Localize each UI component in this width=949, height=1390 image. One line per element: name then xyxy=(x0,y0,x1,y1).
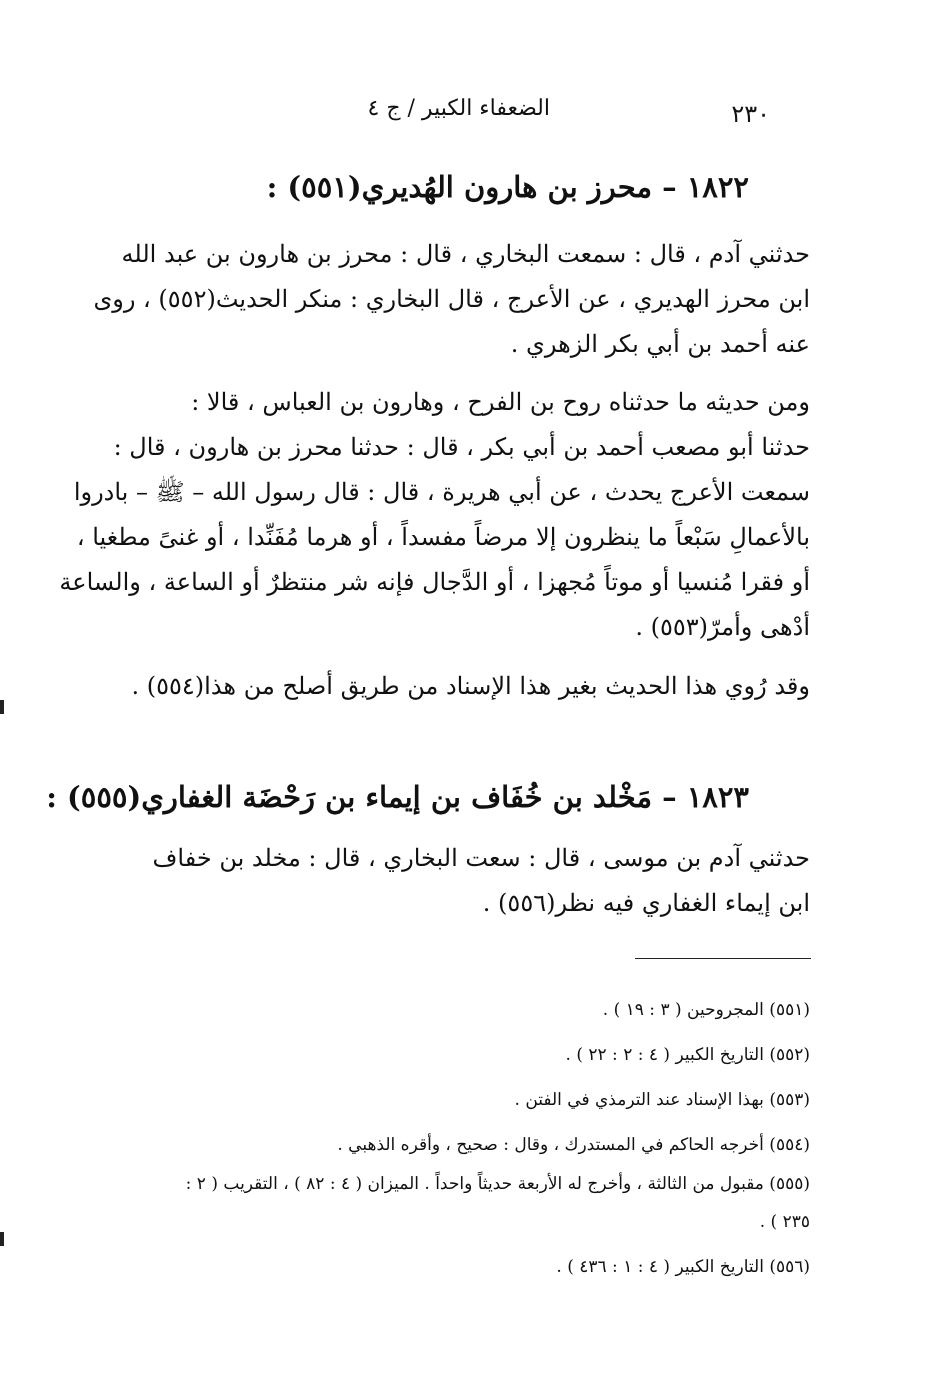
text-line: أو فقرا مُنسيا أو موتاً مُجهزا ، أو الدَّجال فإنه شر منتظرٌ أو الساعة ، والساعة xyxy=(59,568,810,596)
entry-1822-paragraph-3 xyxy=(118,664,810,709)
text-line: سمعت الأعرج يحدث ، عن أبي هريرة ، قال : قال رسول الله – ﷺ – بادروا xyxy=(73,478,810,506)
running-title: الضعفاء الكبير / ج ٤ xyxy=(367,96,550,121)
text-line: حدثني آدم ، قال : سمعت البخاري ، قال : محرز بن هارون بن عبد الله xyxy=(121,240,810,268)
text-line: ومن حديثه ما حدثناه روح بن الفرح ، وهارون بن العباس ، قالا : xyxy=(191,388,810,416)
footnote-555: (٥٥٥) مقبول من الثالثة ، وأخرج له الأربعة حديثاً واحداً . الميزان ( ٤ : ٨٢ ) ، التقريب ( ٢ : xyxy=(185,1174,810,1194)
footnote-551: (٥٥١) المجروحين ( ٣ : ١٩ ) . xyxy=(602,1000,810,1020)
entry-title-1823: ١٨٢٣ – مَخْلد بن خُفَاف بن إيماء بن رَحْضَة الغفاري(٥٥٥) : xyxy=(46,780,749,814)
footnote-556: (٥٥٦) التاريخ الكبير ( ٤ : ١ : ٤٣٦ ) . xyxy=(556,1257,810,1277)
scan-margin-mark xyxy=(0,700,4,714)
entry-1822-paragraph-1 xyxy=(93,232,810,367)
text-line: وقد رُوي هذا الحديث بغير هذا الإسناد من طريق أصلح من هذا(٥٥٤) . xyxy=(131,672,810,700)
footnotes xyxy=(118,988,810,1290)
footnote-555-continued: ٢٣٥ ) . xyxy=(759,1212,810,1232)
scan-margin-mark xyxy=(0,1232,4,1246)
text-line: ابن إيماء الغفاري فيه نظر(٥٥٦) . xyxy=(482,889,810,917)
entry-1823-paragraph-1 xyxy=(118,836,810,926)
text-line: حدثنا أبو مصعب أحمد بن أبي بكر ، قال : حدثنا محرز بن هارون ، قال : xyxy=(113,433,810,461)
entry-1822-paragraph-2 xyxy=(59,380,810,650)
footnote-552: (٥٥٢) التاريخ الكبير ( ٤ : ٢ : ٢٢ ) . xyxy=(565,1045,810,1065)
footnote-separator xyxy=(635,958,811,959)
page-number: ٢٣٠ xyxy=(731,100,770,128)
text-line: بالأعمالِ سَبْعاً ما ينظرون إلا مرضاً مفسداً ، أو هرما مُفَنِّدا ، أو غنىً مطغيا ، xyxy=(76,523,810,551)
text-line: ابن محرز الهديري ، عن الأعرج ، قال البخاري : منكر الحديث(٥٥٢) ، روى xyxy=(93,285,810,313)
entry-title-1822: ١٨٢٢ – محرز بن هارون الهُديري(٥٥١) : xyxy=(266,170,749,204)
footnote-553: (٥٥٣) بهذا الإسناد عند الترمذي في الفتن . xyxy=(514,1090,810,1110)
text-line: أدْهى وأمرّ(٥٥٣) . xyxy=(635,613,810,641)
footnote-554: (٥٥٤) أخرجه الحاكم في المستدرك ، وقال : صحيح ، وأقره الذهبي . xyxy=(337,1135,810,1155)
text-line: حدثني آدم بن موسى ، قال : سعت البخاري ، قال : مخلد بن خفاف xyxy=(152,844,810,872)
text-line: عنه أحمد بن أبي بكر الزهري . xyxy=(510,330,810,358)
